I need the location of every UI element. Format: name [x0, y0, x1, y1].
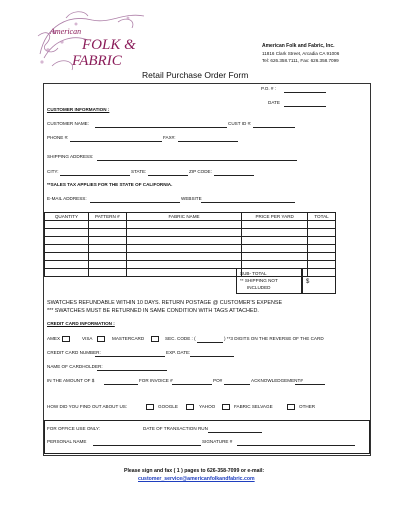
shipping-address-field[interactable]	[97, 160, 297, 161]
table-cell[interactable]	[126, 229, 242, 237]
table-cell[interactable]	[88, 269, 126, 277]
table-cell[interactable]	[308, 237, 336, 245]
office-label: FOR OFFICE USE ONLY:	[47, 426, 101, 431]
table-cell[interactable]	[242, 245, 308, 253]
signature-label: SIGNATURE #	[202, 439, 233, 444]
header-pattern: PATTERN #	[88, 213, 126, 221]
yahoo-checkbox[interactable]	[186, 404, 194, 410]
email-label: E-MAIL ADDRESS:	[47, 196, 87, 201]
transaction-label: DATE OF TRANSACTION RUN	[143, 426, 208, 431]
fax-field[interactable]	[178, 141, 238, 142]
logo-text-folk: FOLK &	[82, 37, 136, 53]
table-cell[interactable]	[45, 245, 89, 253]
logo-text-fabric: FABRIC	[72, 53, 122, 69]
header-quantity: QUANTITY	[45, 213, 89, 221]
other-label: OTHER	[299, 404, 316, 409]
table-row[interactable]	[45, 221, 336, 229]
po-field[interactable]	[284, 92, 326, 93]
customer-name-label: CUSTOMER NAME:	[47, 121, 90, 126]
table-row[interactable]	[45, 237, 336, 245]
swatch-note-2: *** SWATCHES MUST BE RETURNED IN SAME CONDITION WITH TAGS ATTACHED.	[47, 308, 259, 314]
shipping-not-label: ** SHIPPING NOT	[240, 278, 278, 283]
shipping-address-label: SHIPPING ADDRESS:	[47, 154, 94, 159]
cardholder-field[interactable]	[97, 370, 167, 371]
found-label: HOW DID YOU FIND OUT ABOUT US:	[47, 404, 128, 409]
logo-text-american: American	[50, 27, 82, 36]
table-cell[interactable]	[126, 261, 242, 269]
table-cell[interactable]	[126, 245, 242, 253]
table-cell[interactable]	[126, 221, 242, 229]
table-cell[interactable]	[88, 253, 126, 261]
customer-name-field[interactable]	[95, 127, 227, 128]
table-cell[interactable]	[45, 261, 89, 269]
table-cell[interactable]	[308, 221, 336, 229]
table-cell[interactable]	[88, 221, 126, 229]
sec-code-field[interactable]	[197, 342, 223, 343]
footer-instructions: Please sign and fax ( 1 ) pages to 626-358-7099 or e-mail:	[124, 468, 265, 474]
website-field[interactable]	[201, 202, 295, 203]
phone-label: PHONE #:	[47, 135, 69, 140]
subtotal-label: SUB- TOTAL	[240, 271, 267, 276]
table-cell[interactable]	[88, 237, 126, 245]
tax-note: **SALES TAX APPLIES FOR THE STATE OF CALIFORNIA.	[47, 182, 173, 187]
email-field[interactable]	[90, 202, 180, 203]
header-price: PRICE PER YARD	[242, 213, 308, 221]
table-cell[interactable]	[242, 229, 308, 237]
amex-label: AMEX	[47, 336, 61, 341]
table-cell[interactable]	[45, 229, 89, 237]
table-header-row	[45, 213, 336, 221]
cust-id-label: CUST ID #:	[228, 121, 252, 126]
visa-checkbox[interactable]	[97, 336, 105, 342]
google-label: GOOGLE	[158, 404, 178, 409]
amex-checkbox[interactable]	[62, 336, 70, 342]
sec-code-note: ) **3 DIGITS ON THE REVERSE OF THE CARD	[224, 336, 324, 341]
form-title: Retail Purchase Order Form	[142, 70, 249, 80]
header-total: TOTAL	[308, 213, 336, 221]
table-cell[interactable]	[126, 237, 242, 245]
city-label: CITY:	[47, 169, 59, 174]
included-label: INCLUDED	[247, 285, 271, 290]
cardholder-label: NAME OF CARDHOLDER:	[47, 364, 103, 369]
zip-field[interactable]	[214, 175, 254, 176]
selvage-checkbox[interactable]	[222, 404, 230, 410]
website-label: WEBSITE	[181, 196, 202, 201]
table-cell[interactable]	[308, 245, 336, 253]
yahoo-label: YAHOO	[199, 404, 216, 409]
header-fabric-name: FABRIC NAME	[126, 213, 242, 221]
table-cell[interactable]	[308, 229, 336, 237]
company-address: 11816 Clark Street, Arcadia CA 91006	[262, 51, 340, 56]
table-cell[interactable]	[242, 237, 308, 245]
ack-label: ACKNOWLEDGEMENT#	[251, 378, 303, 383]
table-row[interactable]	[45, 245, 336, 253]
card-number-field[interactable]	[95, 356, 165, 357]
table-cell[interactable]	[308, 253, 336, 261]
po2-label: PO#	[213, 378, 223, 383]
visa-label: VISA	[82, 336, 93, 341]
signature-field[interactable]	[237, 445, 355, 446]
google-checkbox[interactable]	[146, 404, 154, 410]
table-cell[interactable]	[45, 237, 89, 245]
company-phone: Tel: 626.358.7111, Fax: 626.358.7099	[262, 58, 339, 63]
table-cell[interactable]	[88, 261, 126, 269]
subtotal-dollar: $	[306, 279, 310, 285]
po2-field[interactable]	[224, 384, 250, 385]
customer-heading: CUSTOMER INFORMATION :	[47, 107, 110, 112]
exp-date-field[interactable]	[190, 356, 234, 357]
selvage-label: FABRIC SELVAGE	[234, 404, 273, 409]
invoice-label: FOR INVOICE #	[139, 378, 173, 383]
swatch-note-1: SWATCHES REFUNDABLE WITHIN 10 DAYS. RETURN POSTAGE @ CUSTOMER'S EXPENSE	[47, 300, 283, 306]
table-cell[interactable]	[88, 229, 126, 237]
table-cell[interactable]	[242, 221, 308, 229]
table-row[interactable]	[45, 253, 336, 261]
footer-email-link[interactable]: customer_service@americanfolkandfabric.com	[138, 476, 255, 482]
city-field[interactable]	[60, 175, 130, 176]
table-cell[interactable]	[126, 253, 242, 261]
company-name: American Folk and Fabric, Inc.	[262, 43, 335, 49]
amount-label: IN THE AMOUNT OF $	[47, 378, 95, 383]
mastercard-label: MASTERCARD	[112, 336, 145, 341]
sec-code-label: SEC. CODE : (	[165, 336, 196, 341]
mastercard-checkbox[interactable]	[151, 336, 159, 342]
state-field[interactable]	[148, 175, 188, 176]
invoice-field[interactable]	[172, 384, 212, 385]
other-checkbox[interactable]	[287, 404, 295, 410]
zip-label: ZIP CODE:	[189, 169, 212, 174]
table-row[interactable]	[45, 229, 336, 237]
card-number-label: CREDIT CARD NUMBER:	[47, 350, 101, 355]
table-cell[interactable]	[45, 253, 89, 261]
table-cell[interactable]	[242, 253, 308, 261]
state-label: STATE:	[131, 169, 147, 174]
personal-name-label: PERSONAL NAME	[47, 439, 87, 444]
credit-heading: CREDIT CARD INFORMATION :	[47, 321, 115, 326]
date-field[interactable]	[284, 106, 326, 107]
exp-date-label: EXP. DATE:	[166, 350, 191, 355]
amount-field[interactable]	[104, 384, 138, 385]
table-cell[interactable]	[126, 269, 242, 277]
phone-field[interactable]	[70, 141, 162, 142]
table-cell[interactable]	[45, 221, 89, 229]
personal-name-field[interactable]	[93, 445, 201, 446]
ack-field[interactable]	[295, 384, 325, 385]
cust-id-field[interactable]	[253, 127, 295, 128]
table-cell[interactable]	[45, 269, 89, 277]
table-cell[interactable]	[88, 245, 126, 253]
date-label: DATE	[268, 100, 280, 105]
transaction-field[interactable]	[208, 432, 262, 433]
po-label: P.O. # :	[261, 86, 276, 91]
fax-label: FAX#:	[163, 135, 176, 140]
